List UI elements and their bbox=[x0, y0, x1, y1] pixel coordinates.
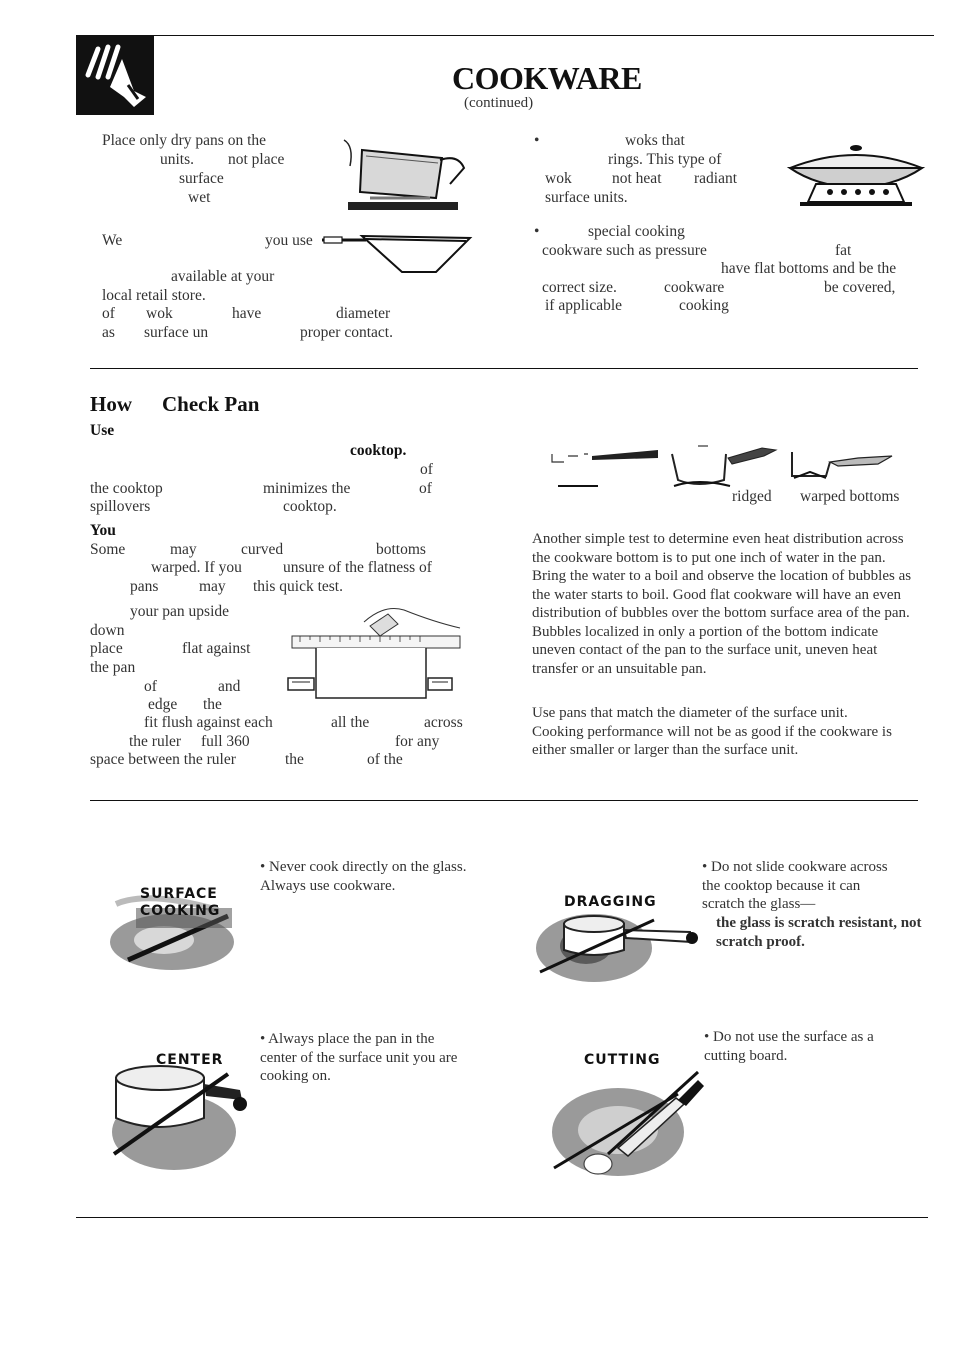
cp-line: for any bbox=[395, 733, 440, 750]
cp-line: the bbox=[203, 696, 222, 713]
tl-line: We bbox=[102, 232, 123, 249]
tl-line: wet bbox=[188, 189, 211, 206]
dry-pan-illustration bbox=[340, 136, 480, 216]
cp-line: the bbox=[285, 751, 304, 768]
logo-icon bbox=[76, 35, 154, 115]
tl-line: diameter bbox=[336, 305, 391, 322]
cp-line-you: You bbox=[90, 522, 116, 539]
cp-line: across bbox=[424, 714, 463, 731]
cp-line: of bbox=[144, 678, 157, 695]
tr-line: cookware such as pressure bbox=[542, 242, 707, 259]
section-divider-2 bbox=[90, 800, 918, 801]
section-divider-1 bbox=[90, 368, 918, 369]
cp-line: full 360 bbox=[201, 733, 250, 750]
tr-line: rings. This type of bbox=[608, 151, 722, 168]
cp-line: curved bbox=[241, 541, 284, 558]
cp-line: the ruler bbox=[129, 733, 182, 750]
tl-line: proper contact. bbox=[300, 324, 393, 341]
cp-line: Some bbox=[90, 541, 126, 558]
cp-line: of bbox=[419, 480, 432, 497]
tip-label-dragging: DRAGGING bbox=[564, 894, 657, 910]
cp-line: space between the ruler bbox=[90, 751, 236, 768]
cp-line: flat against bbox=[182, 640, 251, 657]
bubble-test-paragraph: Another simple test to determine even heat distribution across the cookware bottom is to put one inch of water in the pan. Bring the water to a boil and observe the location of bubbles as the water starts to boil. Good flat cookware will have an even distribution of bubbles over the bottom surface area of the pan. Bubbles localized in only a portion of the bottom indicate uneven contact of the pan to the surface unit, uneven heat transfer or an unsuitable pan. bbox=[532, 531, 912, 677]
tr-line: if applicable bbox=[545, 297, 623, 314]
cp-line: may bbox=[170, 541, 197, 558]
ruler-pan-illustration bbox=[284, 602, 462, 710]
tr-line: be covered, bbox=[824, 279, 896, 296]
tr-line: not heat bbox=[612, 170, 662, 187]
tip-cutting bbox=[534, 1024, 924, 1184]
tl-line: not place bbox=[228, 151, 285, 168]
cp-line: edge bbox=[148, 696, 178, 713]
caption-warped: warped bottoms bbox=[800, 488, 900, 505]
tip-center bbox=[108, 1024, 488, 1174]
cp-line: of the bbox=[367, 751, 403, 768]
tl-line: have bbox=[232, 305, 262, 322]
tl-line: available at your bbox=[171, 268, 275, 285]
tr-line: cookware bbox=[664, 279, 725, 296]
tip-text-center: • Always place the pan in the center of the surface unit you are cooking on. bbox=[260, 1031, 458, 1084]
wok-ring-illustration bbox=[786, 140, 926, 210]
cp-line: pans bbox=[130, 578, 159, 595]
page-subtitle: (continued) bbox=[464, 95, 534, 111]
tip-dragging bbox=[534, 850, 924, 1000]
tip-label-surface-cooking: SURFACE COOKING bbox=[140, 886, 221, 919]
cp-line: all the bbox=[331, 714, 370, 731]
cp-line: cooktop. bbox=[283, 498, 337, 515]
tip-text-surface-cooking: • Never cook directly on the glass. Always use cookware. bbox=[260, 859, 467, 894]
tl-line: as bbox=[102, 324, 115, 341]
tl-line: surface bbox=[179, 170, 224, 187]
tr-line: correct size. bbox=[542, 279, 617, 296]
diameter-paragraph: Use pans that match the diameter of the surface unit. Cooking performance will not be as good if the cookware is either smaller or larger than the surface unit. bbox=[532, 705, 892, 758]
tl-line: wok bbox=[146, 305, 173, 322]
cooktop-word: cooktop. bbox=[350, 442, 407, 459]
top-rule bbox=[152, 35, 934, 36]
tip-label-cutting: CUTTING bbox=[584, 1052, 661, 1068]
tl-line: units. bbox=[160, 151, 195, 168]
cp-line: minimizes the bbox=[263, 480, 351, 497]
cp-line: your pan upside bbox=[130, 603, 230, 620]
tr-line: special cooking bbox=[588, 223, 685, 240]
cp-line: may bbox=[199, 578, 226, 595]
tip-text-dragging: • Do not slide cookware across the cooktop because it can scratch the glass— bbox=[702, 859, 888, 912]
cp-line: the cooktop bbox=[90, 480, 163, 497]
tr-line: radiant bbox=[694, 170, 738, 187]
tr-line: • bbox=[534, 223, 540, 240]
cp-line: of bbox=[420, 461, 433, 478]
tr-line: have flat bottoms and be the bbox=[721, 260, 897, 277]
section-heading-check-pan: Check Pan bbox=[162, 392, 260, 416]
cp-line: place bbox=[90, 640, 123, 657]
cp-line: the pan bbox=[90, 659, 136, 676]
pan-profiles-illustration bbox=[548, 442, 908, 492]
cp-line: and bbox=[218, 678, 241, 695]
page-title: COOKWARE bbox=[452, 60, 642, 96]
tip-text-cutting: • Do not use the surface as a cutting board. bbox=[704, 1029, 874, 1064]
cp-line: down bbox=[90, 622, 125, 639]
tr-line: wok bbox=[545, 170, 572, 187]
tl-line: Place only dry pans on the bbox=[102, 132, 267, 149]
tl-line: surface un bbox=[144, 324, 209, 341]
cp-line: unsure of the flatness of bbox=[283, 559, 432, 576]
tr-line: cooking bbox=[679, 297, 729, 314]
cp-line: this quick test. bbox=[253, 578, 343, 595]
caption-ridged: ridged bbox=[732, 488, 772, 505]
tip-bold-dragging: the glass is scratch resistant, not scratch proof. bbox=[716, 915, 922, 950]
cp-line: spillovers bbox=[90, 498, 151, 515]
tl-line: of bbox=[102, 305, 115, 322]
wok-illustration bbox=[322, 228, 472, 276]
bottom-rule bbox=[76, 1217, 928, 1218]
tr-line: • bbox=[534, 132, 540, 149]
tip-surface-cooking bbox=[108, 850, 488, 980]
tl-line: local retail store. bbox=[102, 287, 206, 304]
tr-line: fat bbox=[835, 242, 852, 259]
tr-line: woks that bbox=[625, 132, 685, 149]
cp-line: fit flush against each bbox=[144, 714, 273, 731]
use-word: Use bbox=[90, 422, 115, 439]
cutting-illustration bbox=[548, 1068, 698, 1178]
tip-label-center: CENTER bbox=[156, 1052, 224, 1068]
section-heading-how: How bbox=[90, 392, 132, 416]
cp-line: bottoms bbox=[376, 541, 426, 558]
tl-line: you use bbox=[265, 232, 313, 249]
cp-line: warped. If you bbox=[151, 559, 242, 576]
tr-line: surface units. bbox=[545, 189, 628, 206]
